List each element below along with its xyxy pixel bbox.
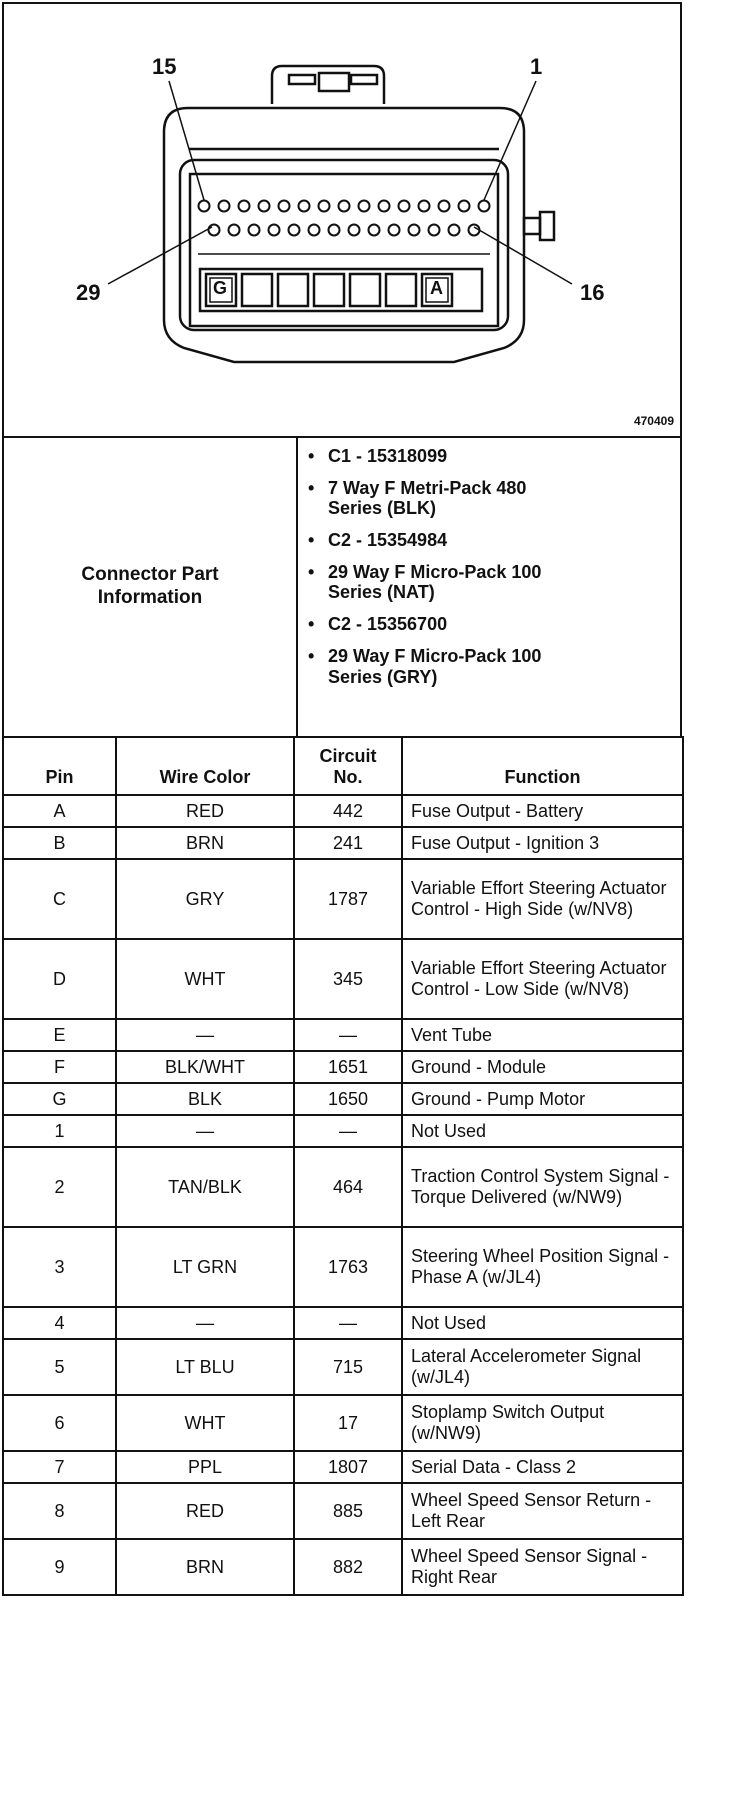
pin-cell: 2 xyxy=(3,1147,116,1227)
wire-color-cell: BRN xyxy=(116,1539,294,1595)
function-cell: Wheel Speed Sensor Signal - Right Rear xyxy=(402,1539,683,1595)
pin-label-16: 16 xyxy=(580,280,605,305)
circuit-cell: 1763 xyxy=(294,1227,402,1307)
wire-color-cell: LT BLU xyxy=(116,1339,294,1395)
function-cell: Traction Control System Signal - Torque Delivered (w/NW9) xyxy=(402,1147,683,1227)
connector-sheet xyxy=(2,2,682,1596)
table-row xyxy=(3,1115,683,1147)
wire-color-cell: PPL xyxy=(116,1451,294,1483)
table-row xyxy=(3,939,683,1019)
pin-cell: E xyxy=(3,1019,116,1051)
header-pin: Pin xyxy=(3,737,116,795)
connector-part-info xyxy=(2,436,682,738)
table-row xyxy=(3,1483,683,1539)
pin-label-15: 15 xyxy=(152,54,177,79)
function-cell: Variable Effort Steering Actuator Control - Low Side (w/NV8) xyxy=(402,939,683,1019)
pin-cell: 3 xyxy=(3,1227,116,1307)
function-cell: Ground - Pump Motor xyxy=(402,1083,683,1115)
table-row xyxy=(3,1339,683,1395)
pin-cell: 8 xyxy=(3,1483,116,1539)
function-cell: Not Used xyxy=(402,1307,683,1339)
table-row xyxy=(3,1539,683,1595)
pin-label-29: 29 xyxy=(76,280,101,305)
circuit-cell: — xyxy=(294,1115,402,1147)
pin-cell: 5 xyxy=(3,1339,116,1395)
circuit-cell: 1651 xyxy=(294,1051,402,1083)
connector-drawing xyxy=(4,4,684,436)
circuit-cell: 464 xyxy=(294,1147,402,1227)
connector-info-heading xyxy=(4,438,298,736)
connector-info-item: • C2 - 15354984 xyxy=(308,530,674,551)
function-cell: Steering Wheel Position Signal - Phase A (w/JL4) xyxy=(402,1227,683,1307)
function-cell: Serial Data - Class 2 xyxy=(402,1451,683,1483)
function-cell: Fuse Output - Battery xyxy=(402,795,683,827)
circuit-cell: 715 xyxy=(294,1339,402,1395)
pin-cell: G xyxy=(3,1083,116,1115)
function-cell: Vent Tube xyxy=(402,1019,683,1051)
table-row xyxy=(3,1051,683,1083)
pin-cell: 1 xyxy=(3,1115,116,1147)
pin-cell: 4 xyxy=(3,1307,116,1339)
pin-cell: 6 xyxy=(3,1395,116,1451)
function-cell: Stoplamp Switch Output (w/NW9) xyxy=(402,1395,683,1451)
table-row xyxy=(3,827,683,859)
circuit-cell: 882 xyxy=(294,1539,402,1595)
circuit-cell: 1650 xyxy=(294,1083,402,1115)
pin-cell: 9 xyxy=(3,1539,116,1595)
pin-cell: A xyxy=(3,795,116,827)
circuit-cell: 885 xyxy=(294,1483,402,1539)
table-row xyxy=(3,1227,683,1307)
table-row xyxy=(3,1307,683,1339)
cavity-label-a: A xyxy=(430,278,443,298)
pin-cell: B xyxy=(3,827,116,859)
table-row xyxy=(3,1147,683,1227)
connector-info-item: • 29 Way F Micro-Pack 100 Series (GRY) xyxy=(308,646,588,687)
circuit-cell: 1807 xyxy=(294,1451,402,1483)
wire-color-cell: BRN xyxy=(116,827,294,859)
circuit-cell: 442 xyxy=(294,795,402,827)
connector-info-list xyxy=(298,438,680,736)
connector-info-item: • C1 - 15318099 xyxy=(308,446,674,467)
circuit-cell: 345 xyxy=(294,939,402,1019)
table-row xyxy=(3,859,683,939)
wire-color-cell: LT GRN xyxy=(116,1227,294,1307)
wire-color-cell: BLK/WHT xyxy=(116,1051,294,1083)
connector-info-item: • 7 Way F Metri-Pack 480 Series (BLK) xyxy=(308,478,568,519)
function-cell: Fuse Output - Ignition 3 xyxy=(402,827,683,859)
wire-color-cell: RED xyxy=(116,1483,294,1539)
pin-table xyxy=(2,736,684,1596)
wire-color-cell: WHT xyxy=(116,939,294,1019)
wire-color-cell: — xyxy=(116,1307,294,1339)
circuit-cell: 241 xyxy=(294,827,402,859)
wire-color-cell: WHT xyxy=(116,1395,294,1451)
function-cell: Wheel Speed Sensor Return - Left Rear xyxy=(402,1483,683,1539)
pin-cell: D xyxy=(3,939,116,1019)
wire-color-cell: RED xyxy=(116,795,294,827)
function-cell: Not Used xyxy=(402,1115,683,1147)
connector-info-item: • 29 Way F Micro-Pack 100 Series (NAT) xyxy=(308,562,588,603)
pin-cell: 7 xyxy=(3,1451,116,1483)
table-row xyxy=(3,795,683,827)
header-wire-color: Wire Color xyxy=(116,737,294,795)
wire-color-cell: TAN/BLK xyxy=(116,1147,294,1227)
connector-info-item: • C2 - 15356700 xyxy=(308,614,674,635)
pin-cell: F xyxy=(3,1051,116,1083)
circuit-cell: 17 xyxy=(294,1395,402,1451)
pin-label-1: 1 xyxy=(530,54,543,79)
header-circuit-no: Circuit No. xyxy=(294,737,402,795)
table-row xyxy=(3,1083,683,1115)
wire-color-cell: GRY xyxy=(116,859,294,939)
wire-color-cell: BLK xyxy=(116,1083,294,1115)
figure-number: 470409 xyxy=(633,414,674,428)
wire-color-cell: — xyxy=(116,1019,294,1051)
table-header-row xyxy=(3,737,683,795)
table-row xyxy=(3,1451,683,1483)
table-row xyxy=(3,1019,683,1051)
header-function: Function xyxy=(402,737,683,795)
circuit-cell: — xyxy=(294,1307,402,1339)
function-cell: Ground - Module xyxy=(402,1051,683,1083)
function-cell: Variable Effort Steering Actuator Control - High Side (w/NV8) xyxy=(402,859,683,939)
connector-info-heading-text: Connector Part Information xyxy=(81,564,219,608)
circuit-cell: 1787 xyxy=(294,859,402,939)
cavity-label-g: G xyxy=(213,278,228,298)
pin-cell: C xyxy=(3,859,116,939)
wire-color-cell: — xyxy=(116,1115,294,1147)
table-row xyxy=(3,1395,683,1451)
function-cell: Lateral Accelerometer Signal (w/JL4) xyxy=(402,1339,683,1395)
connector-diagram xyxy=(2,2,682,436)
circuit-cell: — xyxy=(294,1019,402,1051)
